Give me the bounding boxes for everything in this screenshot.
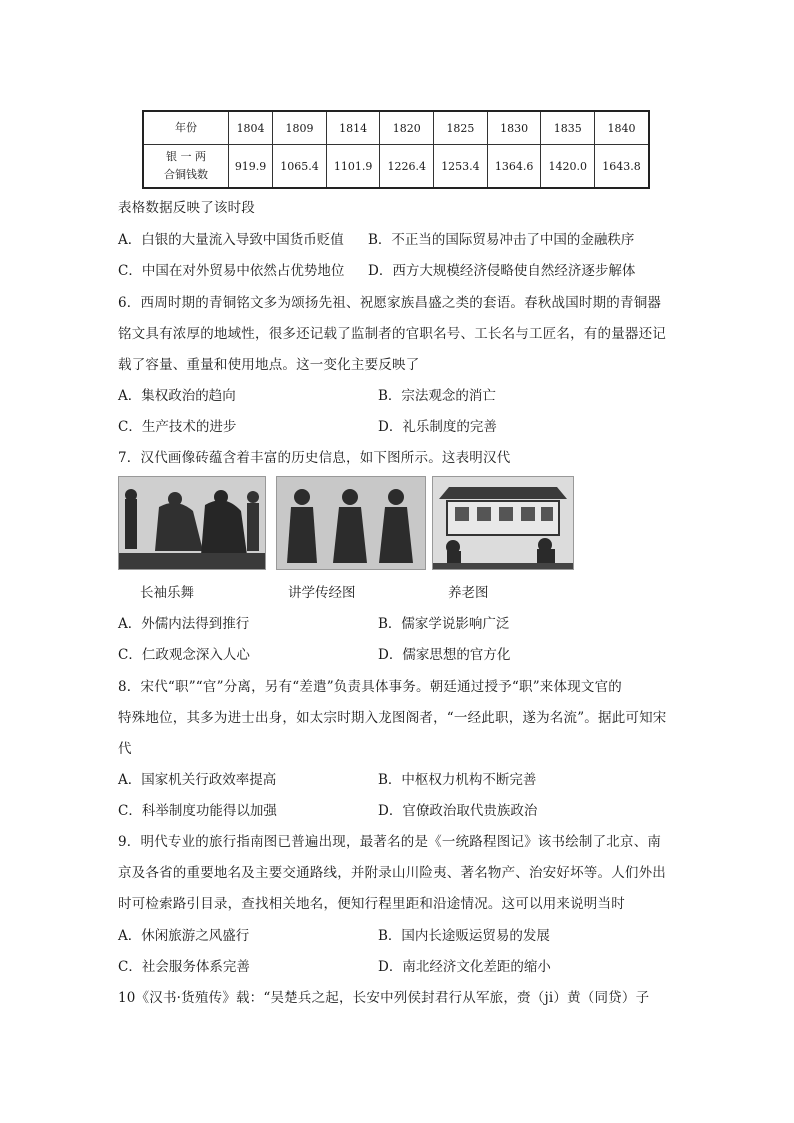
- table-value: 1226.4: [380, 145, 434, 189]
- q8-options-row1: [118, 768, 678, 788]
- q8-line3: 代: [118, 741, 132, 757]
- q5-stem: 表格数据反映了该时段: [118, 200, 255, 216]
- q8-line2: 特殊地位，其多为进士出身，如太宗时期入龙图阁者，“一经此职，遂为名流”。据此可知宋: [118, 710, 667, 726]
- q10-line1: 10《汉书·货殖传》载：“吴楚兵之起，长安中列侯封君行从军旅，赍（ji）黄（同贷）子: [118, 990, 650, 1006]
- table-row: [143, 111, 649, 145]
- q9-options-row1: [118, 924, 678, 944]
- table-value: 1101.9: [326, 145, 380, 189]
- lecture-figures-picture: [277, 477, 425, 569]
- table-header-label: 年份: [143, 111, 229, 145]
- q7-stem: 7．汉代画像砖蕴含着丰富的历史信息，如下图所示。这表明汉代: [118, 450, 511, 466]
- table-year: 1835: [541, 111, 595, 145]
- q8-line1: 8．宋代“职”“官”分离，另有“差遣”负责具体事务。朝廷通过授予“职”来体现文官的: [118, 679, 623, 695]
- q6-option-c[interactable]: C．生产技术的进步: [118, 419, 237, 435]
- caption-lecture: 讲学传经图: [288, 585, 356, 601]
- table-year: 1825: [434, 111, 488, 145]
- silver-copper-table: [142, 110, 650, 189]
- q5-option-c[interactable]: C．中国在对外贸易中依然占优势地位: [118, 263, 345, 279]
- q9-line2: 京及各省的重要地名及主要交通路线，并附录山川险夷、著名物产、治安好坏等。人们外出: [118, 865, 666, 881]
- table-value: 1643.8: [595, 145, 649, 189]
- q8-option-b[interactable]: B．中枢权力机构不断完善: [378, 772, 537, 788]
- q7-options-row2: [118, 643, 678, 663]
- q5-options-row2: [118, 259, 678, 279]
- table-value: 919.9: [229, 145, 273, 189]
- q6-option-a[interactable]: A．集权政治的趋向: [118, 388, 236, 404]
- table-year: 1830: [487, 111, 541, 145]
- q7-option-c[interactable]: C．仁政观念深入人心: [118, 647, 250, 663]
- table-row-label: [143, 145, 229, 189]
- table-value: 1065.4: [273, 145, 327, 189]
- q8-option-d[interactable]: D．官僚政治取代贵族政治: [378, 803, 538, 819]
- q6-options-row2: [118, 415, 678, 435]
- row-label-line2: 合铜钱数: [164, 168, 208, 181]
- q6-option-b[interactable]: B．宗法观念的消亡: [378, 388, 496, 404]
- q9-option-d[interactable]: D．南北经济文化差距的缩小: [378, 959, 551, 975]
- row-label-line1: 银 一 两: [166, 150, 206, 163]
- q6-options-row1: [118, 384, 678, 404]
- q7-options-row1: [118, 612, 678, 632]
- table-value: 1364.6: [487, 145, 541, 189]
- brick-image-dance: [118, 476, 266, 570]
- brick-image-lecture: [276, 476, 426, 570]
- q8-option-c[interactable]: C．科举制度功能得以加强: [118, 803, 277, 819]
- q5-options-row1: [118, 228, 678, 248]
- q7-option-a[interactable]: A．外儒内法得到推行: [118, 616, 250, 632]
- table-year: 1804: [229, 111, 273, 145]
- table-row: [143, 145, 649, 189]
- q9-option-c[interactable]: C．社会服务体系完善: [118, 959, 250, 975]
- q9-line3: 时可检索路引目录，查找相关地名，便知行程里距和沿途情况。这可以用来说明当时: [118, 896, 625, 912]
- q8-option-a[interactable]: A．国家机关行政效率提高: [118, 772, 277, 788]
- q6-line1: 6．西周时期的青铜铭文多为颂扬先祖、祝愿家族昌盛之类的套语。春秋战国时期的青铜器: [118, 295, 662, 311]
- caption-dance: 长袖乐舞: [140, 585, 194, 601]
- dance-figures-picture: [119, 477, 265, 569]
- q6-line2: 铭文具有浓厚的地域性，很多还记载了监制者的官职名号、工长名与工匠名，有的量器还记: [118, 326, 666, 342]
- table-value: 1253.4: [434, 145, 488, 189]
- q5-option-a[interactable]: A．白银的大量流入导致中国货币贬值: [118, 232, 344, 248]
- q5-option-d[interactable]: D．西方大规模经济侵略使自然经济逐步解体: [368, 263, 636, 279]
- q7-option-d[interactable]: D．儒家思想的官方化: [378, 647, 511, 663]
- table-year: 1840: [595, 111, 649, 145]
- q9-option-b[interactable]: B．国内长途贩运贸易的发展: [378, 928, 550, 944]
- elderly-care-picture: [433, 477, 573, 569]
- q8-options-row2: [118, 799, 678, 819]
- q6-option-d[interactable]: D．礼乐制度的完善: [378, 419, 497, 435]
- table-value: 1420.0: [541, 145, 595, 189]
- q7-option-b[interactable]: B．儒家学说影响广泛: [378, 616, 510, 632]
- q5-option-b[interactable]: B．不正当的国际贸易冲击了中国的金融秩序: [368, 232, 635, 248]
- q6-line3: 载了容量、重量和使用地点。这一变化主要反映了: [118, 357, 420, 373]
- q9-option-a[interactable]: A．休闲旅游之风盛行: [118, 928, 250, 944]
- table-year: 1814: [326, 111, 380, 145]
- table-year: 1809: [273, 111, 327, 145]
- q9-line1: 9．明代专业的旅行指南图已普遍出现，最著名的是《一统路程图记》该书绘制了北京、南: [118, 834, 662, 850]
- table-year: 1820: [380, 111, 434, 145]
- caption-elderly: 养老图: [448, 585, 489, 601]
- brick-image-elderly: [432, 476, 574, 570]
- q9-options-row2: [118, 955, 678, 975]
